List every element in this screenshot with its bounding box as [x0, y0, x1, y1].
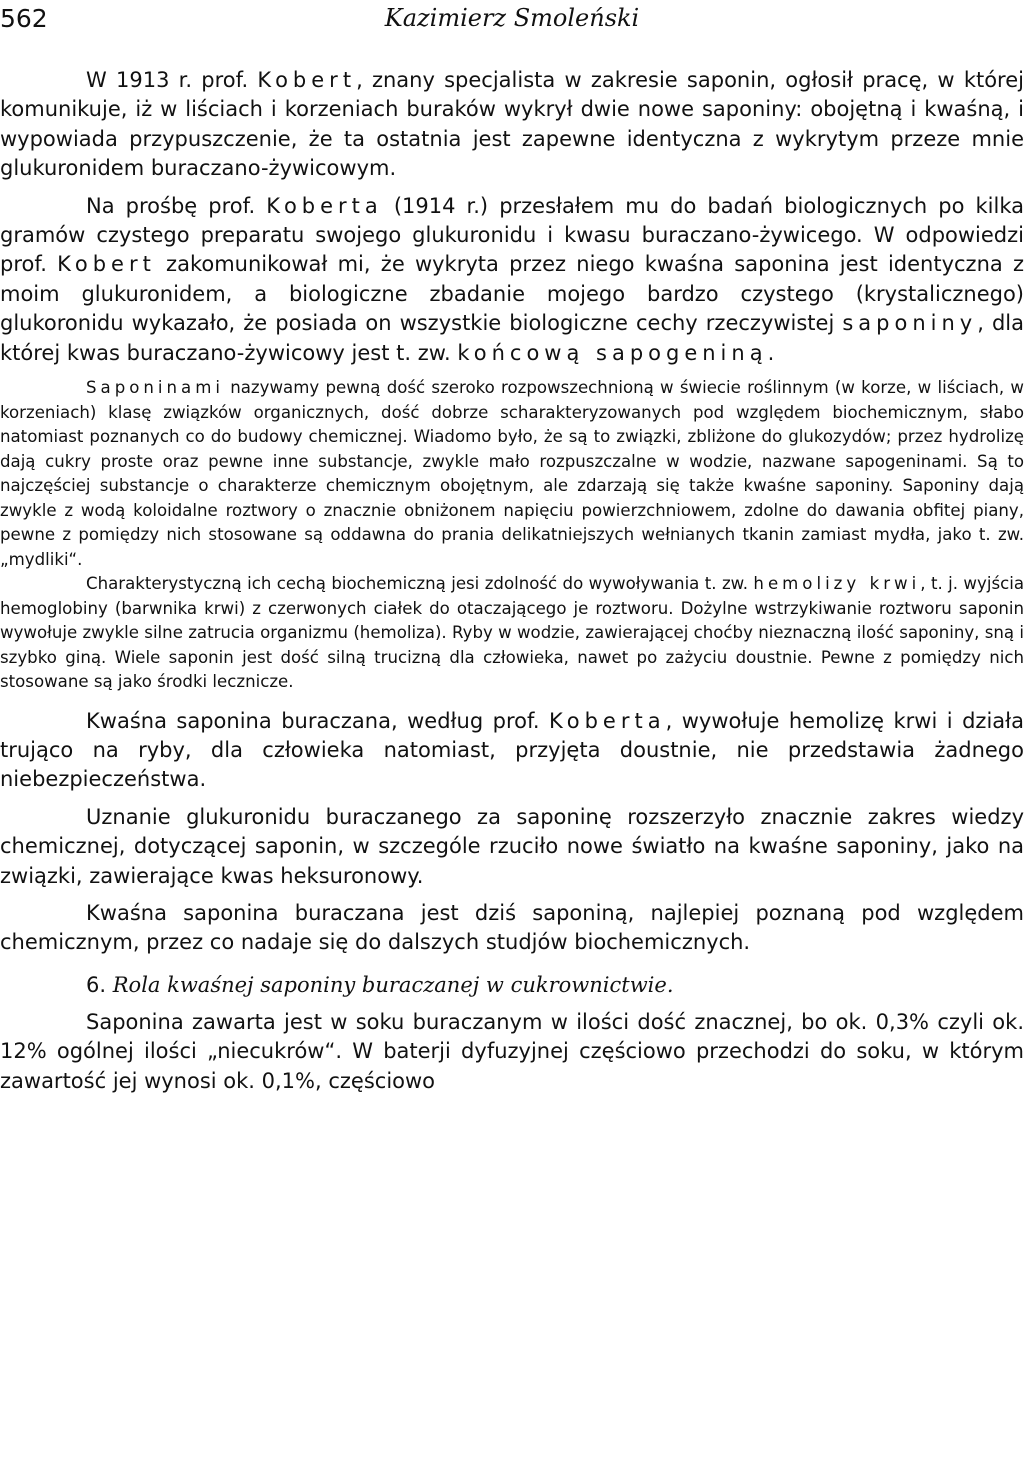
- section-title: Rola kwaśnej saponiny buraczanej w cukrownictwie.: [112, 972, 674, 997]
- page-number: 562: [0, 4, 48, 33]
- running-head: Kazimierz Smoleński: [384, 4, 640, 32]
- paragraph-3-small: Saponinami nazywamy pewną dość szeroko rozpowszechnioną w świecie roślinnym (w korze, w liściach, w korzeniach) klasę związków organicznych, dość dobrze scharakteryzowanych pod względem biochemicznym, słabo natomiast poznanych co do budowy chemicznej. Wiadomo było, że są to związki, zbliżone do glukozydów; przez hydrolizę dają cukry proste oraz pewne inne substancje, zwykle mało rozpuszczalne w wodzie, nazwane sapogeninami. Są to najczęściej substancje o charakterze chemicznym obojętnym, ale zdarzają się także kwaśne saponiny. Saponiny dają zwykle z wodą koloidalne roztwory o znacznie obniżonem napięciu powierzchniowem, zdolne do dawania obfitej piany, pewne z pomiędzy nich stosowane są oddawna do prania delikatniejszych wełnianych tkanin zamiast mydła, jako t. zw. „mydliki“.: [0, 378, 1024, 569]
- term-hemolizy-krwi: hemolizy krwi: [753, 574, 921, 594]
- name-kobert: Kobert: [57, 252, 156, 277]
- page-body: [0, 66, 1024, 1096]
- name-koberta: Koberta: [266, 193, 383, 218]
- term-saponiny: saponiny: [842, 311, 978, 336]
- paragraph-7: Kwaśna saponina buraczana jest dziś saponiną, najlepiej poznaną pod względem chemicznym, przez co nadaje się do dalszych studjów biochemicznych.: [0, 901, 1024, 955]
- name-koberta: Koberta: [549, 708, 666, 733]
- term-koncowa-sapogenina: końcową sapogeniną: [457, 340, 768, 365]
- section-number: 6.: [86, 972, 107, 997]
- paragraph-6: Uznanie glukuronidu buraczanego za saponinę rozszerzyło znacznie zakres wiedzy chemicznej, dotyczącej saponin, w szczególe rzuciło nowe światło na kwaśne saponiny, jako na związki, zawierające kwas heksuronowy.: [0, 804, 1024, 888]
- paragraph-5: Kwaśna saponina buraczana, według prof. Koberta, wywołuje hemolizę krwi i działa trująco na ryby, dla człowieka natomiast, przyjęta doustnie, nie przedstawia żadnego niebezpieczeństwa.: [0, 708, 1024, 792]
- section-heading: [0, 970, 1024, 1000]
- paragraph-4-small: Charakterystyczną ich cechą biochemiczną jesi zdolność do wywoływania t. zw. hemolizy krwi, t. j. wyjścia hemoglobiny (barwnika krwi) z czerwonych ciałek do otaczającego je roztworu. Dożylne wstrzykiwanie roztworu saponin wywołuje zwykle silne zatrucia organizmu (hemoliza). Ryby w wodzie, zawierającej choćby nieznaczną ilość saponiny, sną i szybko giną. Wiele saponin jest dość silną trucizną dla człowieka, nawet po zażyciu doustnie. Pewne z pomiędzy nich stosowane są jako środki lecznicze.: [0, 574, 1024, 692]
- name-kobert: Kobert: [257, 68, 357, 92]
- paragraph-8: Saponina zawarta jest w soku buraczanym w ilości dość znacznej, bo ok. 0,3% czyli ok. 12% ogólnej ilości „niecukrów“. W baterji dyfuzyjnej częściowo przechodzi do soku, w którym zawartość jej wynosi ok. 0,1%, częściowo: [0, 1009, 1024, 1093]
- term-saponinami: Saponinami: [86, 378, 224, 398]
- paragraph-1: W 1913 r. prof. Kobert, znany specjalista w zakresie saponin, ogłosił pracę, w której komunikuje, iż w liściach i korzeniach buraków wykrył dwie nowe saponiny: obojętną i kwaśną, i wypowiada przypuszczenie, że ta ostatnia jest zapewne identyczna z wykrytym przeze mnie glukuronidem buraczano-żywicowym.: [0, 68, 1024, 181]
- page-header: [0, 4, 1024, 34]
- paragraph-2: Na prośbę prof. Koberta (1914 r.) przesłałem mu do badań biologicznych po kilka gramów czystego preparatu swojego glukuronidu i kwasu buraczano-żywicego. W odpowiedzi prof. Kobert zakomunikował mi, że wykryta przez niego kwaśna saponina jest identyczna z moim glukuronidem, a biologiczne zbadanie mojego bardzo czystego (krystalicznego) glukoronidu wykazało, że posiada on wszystkie biologiczne cechy rzeczywistej saponiny, dla której kwas buraczano-żywicowy jest t. zw. końcową sapogeniną.: [0, 193, 1024, 365]
